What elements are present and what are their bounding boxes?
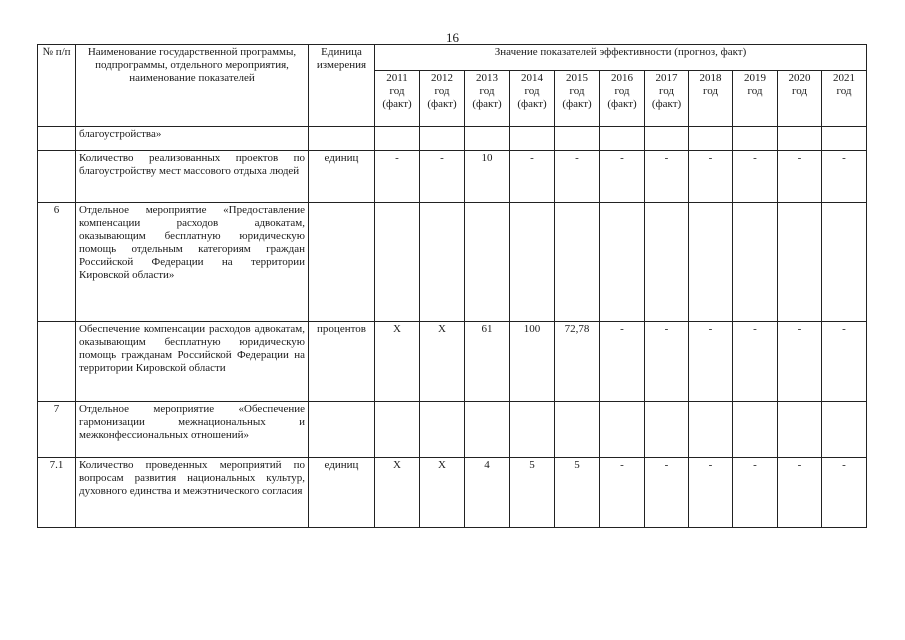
value-cell: - <box>689 322 733 402</box>
header-year-2019 <box>733 71 778 127</box>
value-cell: - <box>555 151 600 203</box>
row-number <box>38 322 76 402</box>
header-year-2018 <box>689 71 733 127</box>
header-name: Наименование государственной программы, подпрограммы, отдельного мероприятия, наименование показателей <box>76 45 309 127</box>
value-cell: 5 <box>555 458 600 528</box>
header-year-2012 <box>420 71 465 127</box>
value-cell <box>555 127 600 151</box>
value-cell: 100 <box>510 322 555 402</box>
header-year-note: (факт) <box>382 98 412 110</box>
value-cell: - <box>733 458 778 528</box>
indicator-name: Количество проведенных мероприятий по вопросам развития национальных культур, духовного единства и межэтнического согласия <box>76 458 309 528</box>
header-year-2013 <box>465 71 510 127</box>
value-cell <box>733 127 778 151</box>
indicator-name: благоустройства» <box>76 127 309 151</box>
unit-cell <box>309 402 375 458</box>
header-year-2021 <box>822 71 867 127</box>
value-cell <box>778 402 822 458</box>
value-cell <box>822 203 867 322</box>
indicators-table <box>37 44 867 528</box>
header-year-2015 <box>555 71 600 127</box>
header-year-year: 2016 <box>611 72 633 84</box>
page-number: 16 <box>446 30 459 45</box>
table-row <box>38 127 867 151</box>
indicator-name: Отдельное мероприятие «Предоставление компенсации расходов адвокатам, оказывающим бесплатную юридическую помощь отдельным категориям граждан Российской Федерации на территории Кировской области» <box>76 203 309 322</box>
value-cell <box>375 127 420 151</box>
value-cell: X <box>420 458 465 528</box>
value-cell <box>555 203 600 322</box>
table-row <box>38 458 867 528</box>
row-number <box>38 151 76 203</box>
value-cell <box>822 402 867 458</box>
header-year-label: год <box>524 85 540 97</box>
header-year-2016 <box>600 71 645 127</box>
header-year-label: год <box>614 85 630 97</box>
header-year-year: 2018 <box>699 72 722 84</box>
value-cell: - <box>600 151 645 203</box>
header-year-label: год <box>479 85 495 97</box>
header-year-label: год <box>836 85 852 97</box>
unit-cell <box>309 127 375 151</box>
indicator-name: Количество реализованных проектов по благоустройству мест массового отдыха людей <box>76 151 309 203</box>
value-cell: - <box>778 322 822 402</box>
header-year-label: год <box>658 85 675 97</box>
table-row <box>38 402 867 458</box>
value-cell: - <box>689 458 733 528</box>
header-year-2014 <box>510 71 555 127</box>
value-cell <box>420 127 465 151</box>
value-cell: - <box>420 151 465 203</box>
header-year-year: 2015 <box>566 72 588 84</box>
row-number: 7 <box>38 402 76 458</box>
value-cell: - <box>689 151 733 203</box>
header-unit: Единица измерения <box>309 45 375 127</box>
value-cell: 5 <box>510 458 555 528</box>
value-cell: - <box>733 151 778 203</box>
header-year-label: год <box>389 85 405 97</box>
value-cell: - <box>822 151 867 203</box>
value-cell <box>510 127 555 151</box>
indicator-name: Отдельное мероприятие «Обеспечение гармонизации межнациональных и межконфессиональных отношений» <box>76 402 309 458</box>
header-year-note: (факт) <box>651 98 682 110</box>
value-cell <box>510 203 555 322</box>
value-cell: - <box>645 322 689 402</box>
value-cell <box>600 127 645 151</box>
value-cell: - <box>733 322 778 402</box>
indicator-name: Обеспечение компенсации расходов адвокатам, оказывающим бесплатную юридическую помощь гражданам Российской Федерации на территории Кировской области <box>76 322 309 402</box>
row-number <box>38 127 76 151</box>
unit-cell: процентов <box>309 322 375 402</box>
value-cell <box>822 127 867 151</box>
table-row <box>38 322 867 402</box>
header-year-2020 <box>778 71 822 127</box>
header-year-label: год <box>569 85 585 97</box>
header-year-note: (факт) <box>517 98 547 110</box>
value-cell <box>600 402 645 458</box>
header-year-label: год <box>791 85 808 97</box>
header-year-note: (факт) <box>472 98 502 110</box>
value-cell: X <box>375 322 420 402</box>
header-year-note: (факт) <box>562 98 592 110</box>
value-cell <box>375 203 420 322</box>
value-cell: - <box>645 151 689 203</box>
value-cell <box>375 402 420 458</box>
value-cell <box>645 127 689 151</box>
header-year-year: 2011 <box>386 72 408 84</box>
value-cell <box>510 402 555 458</box>
header-year-2011 <box>375 71 420 127</box>
value-cell: - <box>778 458 822 528</box>
value-cell: - <box>645 458 689 528</box>
unit-cell <box>309 203 375 322</box>
value-cell: 72,78 <box>555 322 600 402</box>
header-year-year: 2020 <box>788 72 811 84</box>
value-cell: 4 <box>465 458 510 528</box>
value-cell <box>689 127 733 151</box>
header-values-title: Значение показателей эффективности (прогноз, факт) <box>375 45 867 71</box>
header-year-year: 2013 <box>476 72 498 84</box>
header-year-label: год <box>747 85 763 97</box>
value-cell <box>465 402 510 458</box>
row-number: 7.1 <box>38 458 76 528</box>
value-cell: 10 <box>465 151 510 203</box>
value-cell: - <box>375 151 420 203</box>
value-cell: - <box>600 458 645 528</box>
value-cell: - <box>778 151 822 203</box>
value-cell: - <box>822 458 867 528</box>
value-cell <box>420 402 465 458</box>
header-year-year: 2019 <box>744 72 766 84</box>
value-cell <box>778 203 822 322</box>
value-cell <box>645 203 689 322</box>
value-cell: X <box>375 458 420 528</box>
value-cell <box>733 402 778 458</box>
table-row <box>38 203 867 322</box>
value-cell <box>420 203 465 322</box>
value-cell <box>465 127 510 151</box>
value-cell: 61 <box>465 322 510 402</box>
header-year-2017 <box>645 71 689 127</box>
value-cell <box>689 402 733 458</box>
header-year-year: 2014 <box>521 72 543 84</box>
header-year-label: год <box>434 85 450 97</box>
value-cell <box>778 127 822 151</box>
unit-cell: единиц <box>309 151 375 203</box>
value-cell: X <box>420 322 465 402</box>
header-num: № п/п <box>38 45 76 127</box>
value-cell <box>465 203 510 322</box>
table-row <box>38 151 867 203</box>
value-cell <box>555 402 600 458</box>
value-cell <box>645 402 689 458</box>
value-cell <box>733 203 778 322</box>
header-year-year: 2012 <box>431 72 453 84</box>
unit-cell: единиц <box>309 458 375 528</box>
row-number: 6 <box>38 203 76 322</box>
header-year-note: (факт) <box>427 98 457 110</box>
value-cell: - <box>600 322 645 402</box>
header-year-year: 2021 <box>833 72 856 84</box>
value-cell <box>600 203 645 322</box>
value-cell: - <box>510 151 555 203</box>
header-year-note: (факт) <box>607 98 637 110</box>
value-cell <box>689 203 733 322</box>
header-year-year: 2017 <box>655 72 678 84</box>
header-year-label: год <box>702 85 719 97</box>
value-cell: - <box>822 322 867 402</box>
